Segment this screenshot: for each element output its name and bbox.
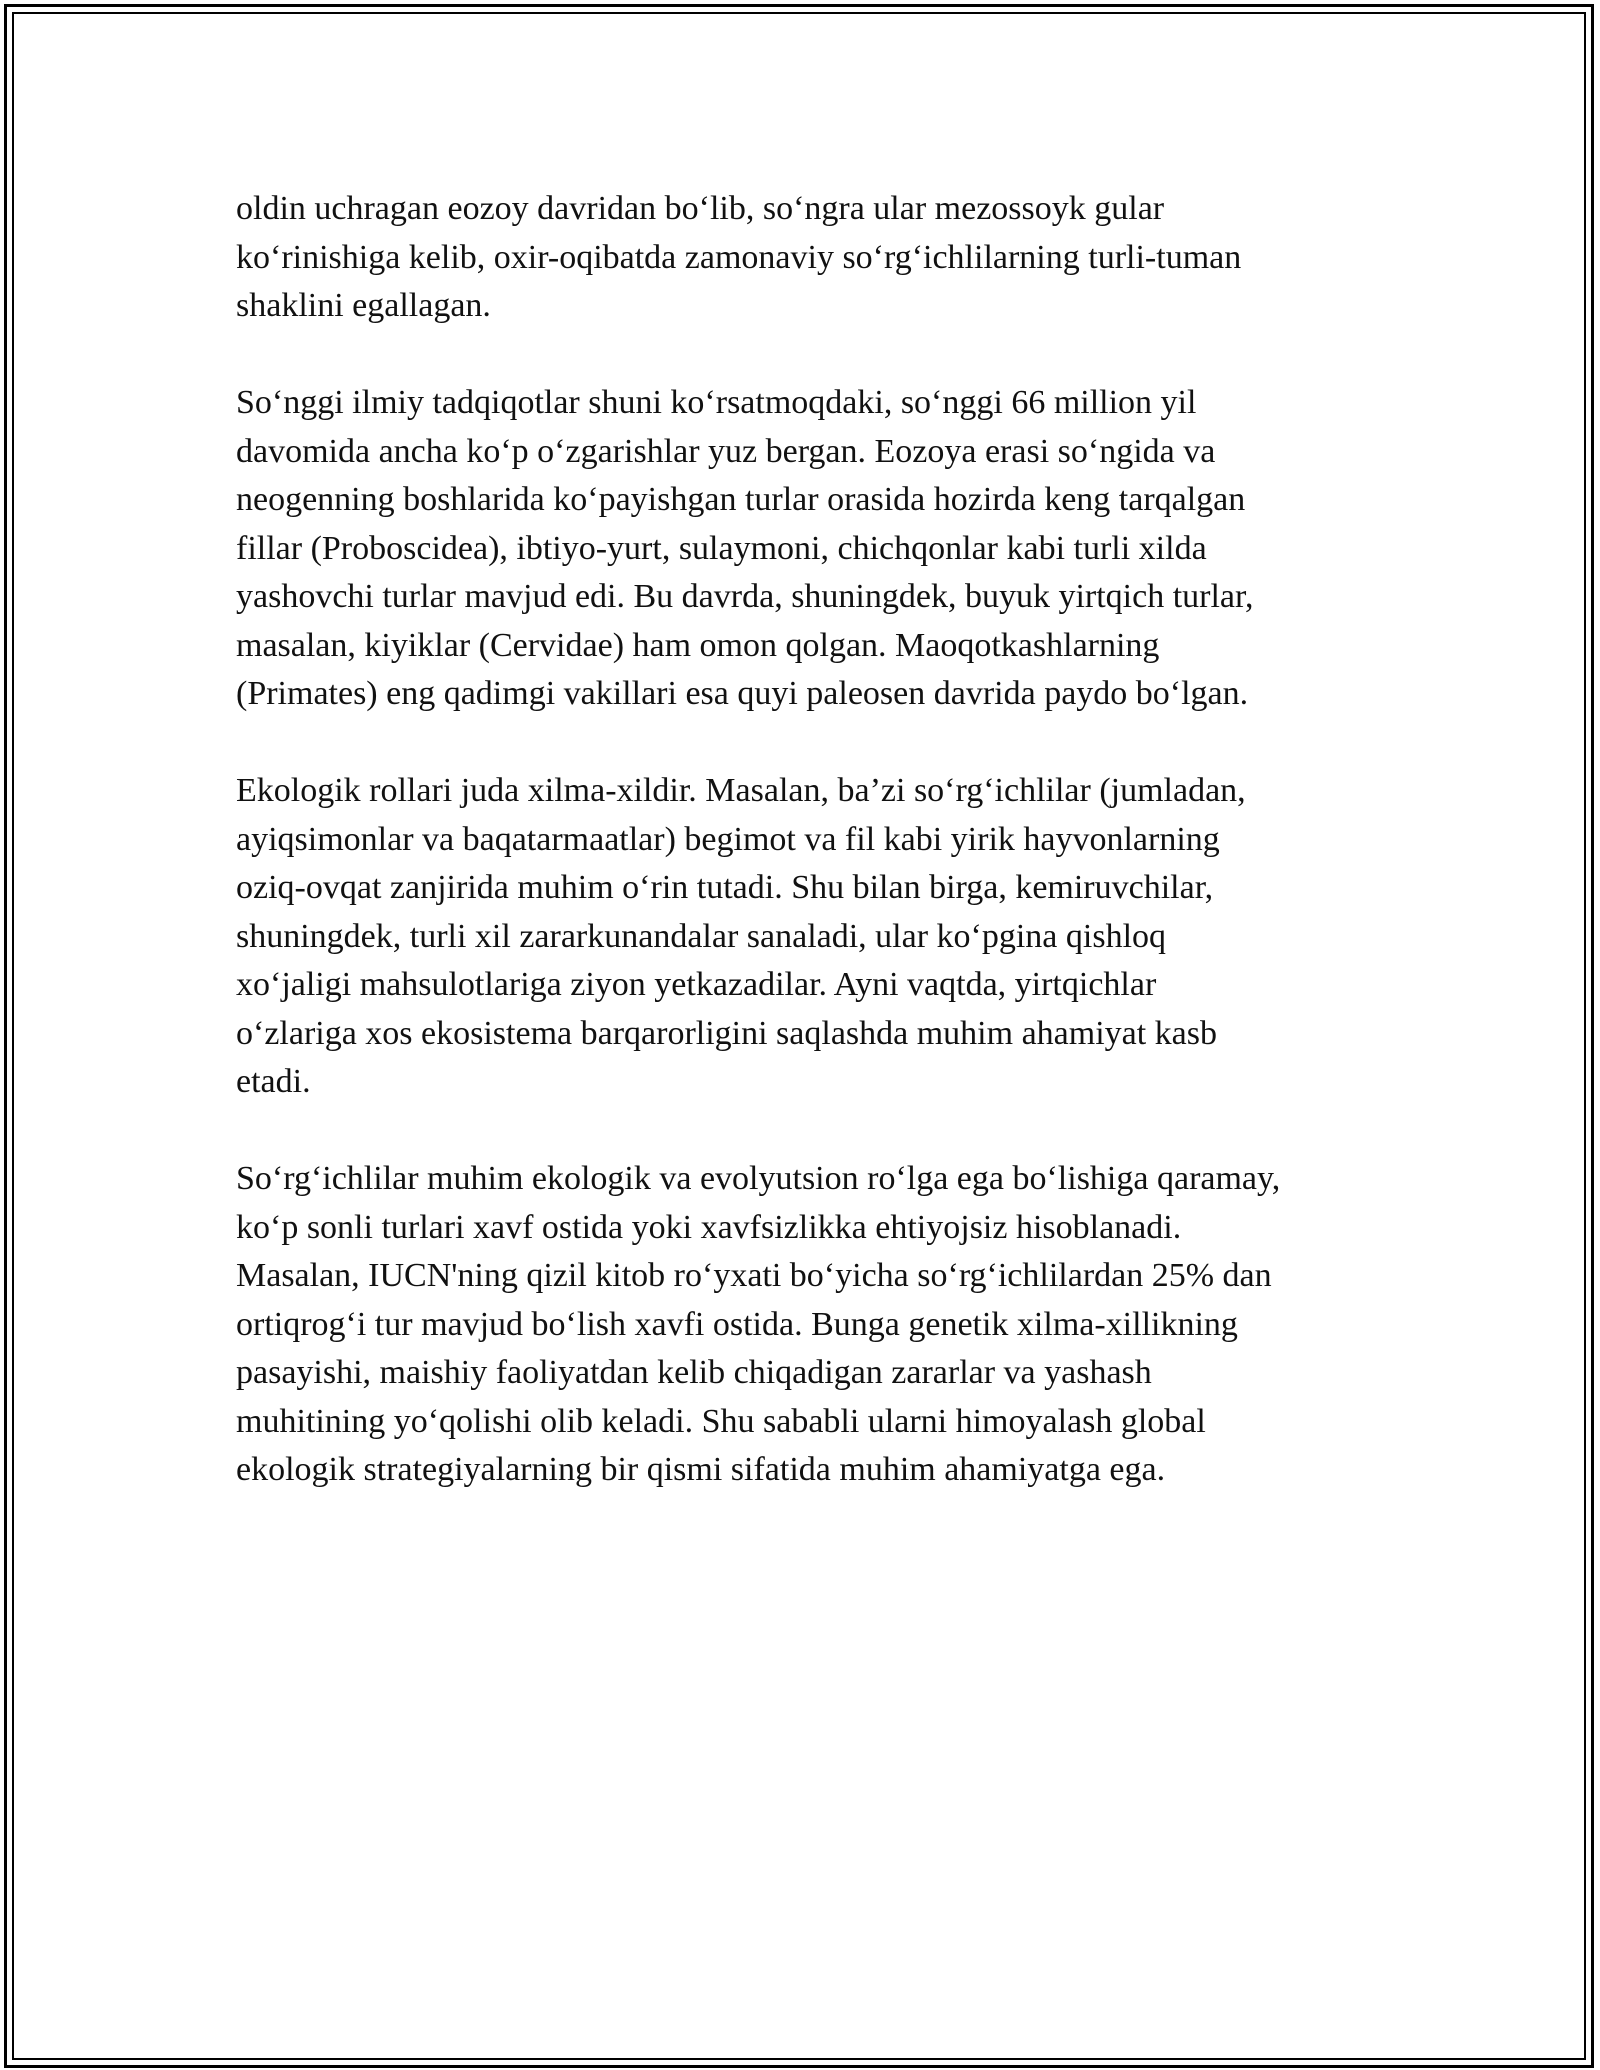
text-line: Masalan, IUCN'ning qizil kitob ro‘yxati bo‘yicha so‘rg‘ichlilardan 25% dan [236,1257,1272,1294]
document-body [236,185,1376,1543]
text-line: o‘zlariga xos ekosistema barqarorligini saqlashda muhim ahamiyat kasb [236,1014,1218,1052]
text-line: So‘rg‘ichlilar muhim ekologik va evolyutsion ro‘lga ega bo‘lishiga qaramay, [236,1160,1281,1197]
text-line: ortiqrog‘i tur mavjud bo‘lish xavfi ostida. Bunga genetik xilma-xillikning [236,1305,1238,1343]
text-line: Ekologik rollari juda xilma-xildir. Masalan, ba’zi so‘rg‘ichlilar (jumladan, [236,772,1246,809]
text-line: shaklini egallagan. [236,287,491,324]
text-line: ko‘p sonli turlari xavf ostida yoki xavfsizlikka ehtiyojsiz hisoblanadi. [236,1208,1182,1246]
paragraph-2 [236,379,1376,719]
paragraph-3 [236,767,1376,1107]
text-line: davomida ancha ko‘p o‘zgarishlar yuz bergan. Eozoya erasi so‘ngida va [236,432,1216,470]
text-line: muhitining yo‘qolishi olib keladi. Shu sababli ularni himoyalash global [236,1402,1206,1440]
text-line: oziq-ovqat zanjirida muhim o‘rin tutadi. Shu bilan birga, kemiruvchilar, [236,869,1214,906]
text-line: shuningdek, turli xil zararkunandalar sanaladi, ular ko‘pgina qishloq [236,917,1167,955]
text-line: ko‘rinishiga kelib, oxir-oqibatda zamonaviy so‘rg‘ichlilarning turli-tuman [236,238,1242,276]
text-line: neogenning boshlarida ko‘payishgan turlar orasida hozirda keng tarqalgan [236,481,1246,518]
text-line: fillar (Proboscidea), ibtiyo-yurt, sulaymoni, chichqonlar kabi turli xilda [236,529,1207,567]
text-line: (Primates) eng qadimgi vakillari esa quyi paleosen davrida paydo bo‘lgan. [236,675,1249,712]
text-line: ekologik strategiyalarning bir qismi sifatida muhim ahamiyatga ega. [236,1451,1166,1488]
text-line: ayiqsimonlar va baqatarmaatlar) begimot va fil kabi yirik hayvonlarning [236,820,1220,858]
text-line: masalan, kiyiklar (Cervidae) ham omon qolgan. Maoqotkashlarning [236,626,1160,664]
text-line: xo‘jaligi mahsulotlariga ziyon yetkazadilar. Ayni vaqtda, yirtqichlar [236,966,1157,1003]
text-line: pasayishi, maishiy faoliyatdan kelib chiqadigan zararlar va yashash [236,1354,1152,1391]
text-line: etadi. [236,1063,311,1100]
text-line: So‘nggi ilmiy tadqiqotlar shuni ko‘rsatmoqdaki, so‘nggi 66 million yil [236,384,1197,421]
paragraph-1 [236,185,1376,331]
text-line: yashovchi turlar mavjud edi. Bu davrda, shuningdek, buyuk yirtqich turlar, [236,578,1254,615]
paragraph-4 [236,1155,1376,1495]
text-line: oldin uchragan eozoy davridan bo‘lib, so‘ngra ular mezossoyk gular [236,190,1165,227]
